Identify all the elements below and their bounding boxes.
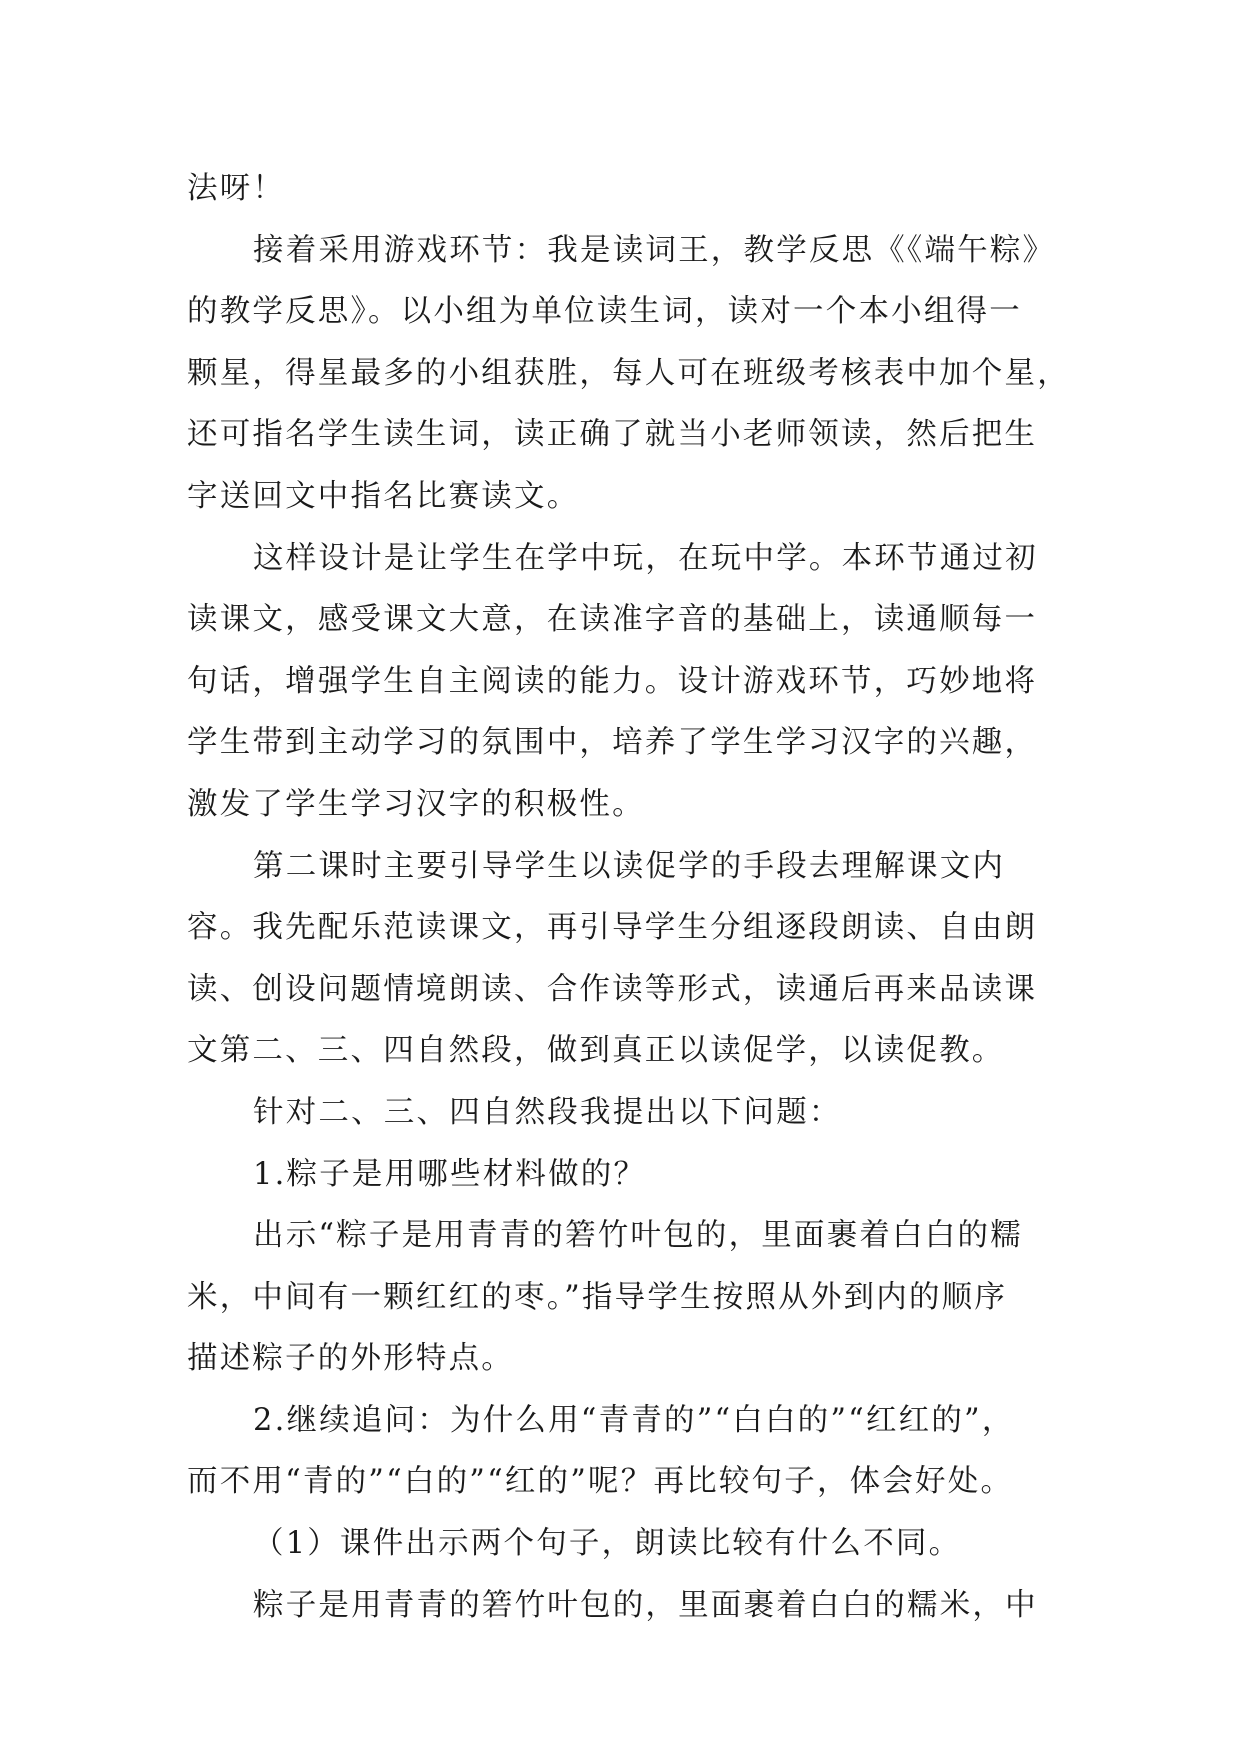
text-line-6: 字送回文中指名比赛读文。 xyxy=(187,478,580,514)
text-line-3: 的教学反思》。以小组为单位读生词，读对一个本小组得一 xyxy=(187,294,1022,330)
body-text xyxy=(187,158,1070,1636)
text-line-10: 学生带到主动学习的氛围中，培养了学生学习汉字的兴趣， xyxy=(187,725,1038,761)
text-line-4: 颗星，得星最多的小组获胜，每人可在班级考核表中加个星， xyxy=(187,355,1070,391)
text-line-14: 读、创设问题情境朗读、合作读等形式，读通后再来品读课 xyxy=(187,971,1038,1007)
text-line-24: 粽子是用青青的箬竹叶包的，里面裹着白白的糯米，中 xyxy=(253,1587,1038,1623)
text-line-12: 第二课时主要引导学生以读促学的手段去理解课文内 xyxy=(253,848,1006,884)
text-line-22: 而不用“青的”“白的”“红的”呢？再比较句子，体会好处。 xyxy=(187,1464,1014,1500)
text-line-11: 激发了学生学习汉字的积极性。 xyxy=(187,786,645,822)
text-line-16: 针对二、三、四自然段我提出以下问题： xyxy=(253,1094,842,1130)
text-line-1: 法呀！ xyxy=(187,171,286,206)
text-line-18: 出示“粽子是用青青的箬竹叶包的，里面裹着白白的糯 xyxy=(253,1218,1023,1254)
text-line-17: 1.粽子是用哪些材料做的？ xyxy=(253,1156,647,1192)
text-line-8: 读课文，感受课文大意，在读准字音的基础上，读通顺每一 xyxy=(187,602,1038,638)
text-line-7: 这样设计是让学生在学中玩，在玩中学。本环节通过初 xyxy=(253,540,1038,576)
text-line-15: 文第二、三、四自然段，做到真正以读促学，以读促教。 xyxy=(187,1033,1005,1069)
text-line-23: （1）课件出示两个句子，朗读比较有什么不同。 xyxy=(253,1526,962,1562)
text-line-2: 接着采用游戏环节：我是读词王，教学反思《《端午粽》 xyxy=(253,232,1056,268)
text-line-19: 米，中间有一颗红红的枣。”指导学生按照从外到内的顺序 xyxy=(187,1279,1008,1315)
text-line-9: 句话，增强学生自主阅读的能力。设计游戏环节，巧妙地将 xyxy=(187,663,1038,699)
text-line-5: 还可指名学生读生词，读正确了就当小老师领读，然后把生 xyxy=(187,417,1038,453)
text-line-21: 2.继续追问：为什么用“青青的”“白白的”“红红的”， xyxy=(253,1402,1015,1438)
text-line-13: 容。我先配乐范读课文，再引导学生分组逐段朗读、自由朗 xyxy=(187,910,1038,946)
text-line-20: 描述粽子的外形特点。 xyxy=(187,1341,514,1377)
